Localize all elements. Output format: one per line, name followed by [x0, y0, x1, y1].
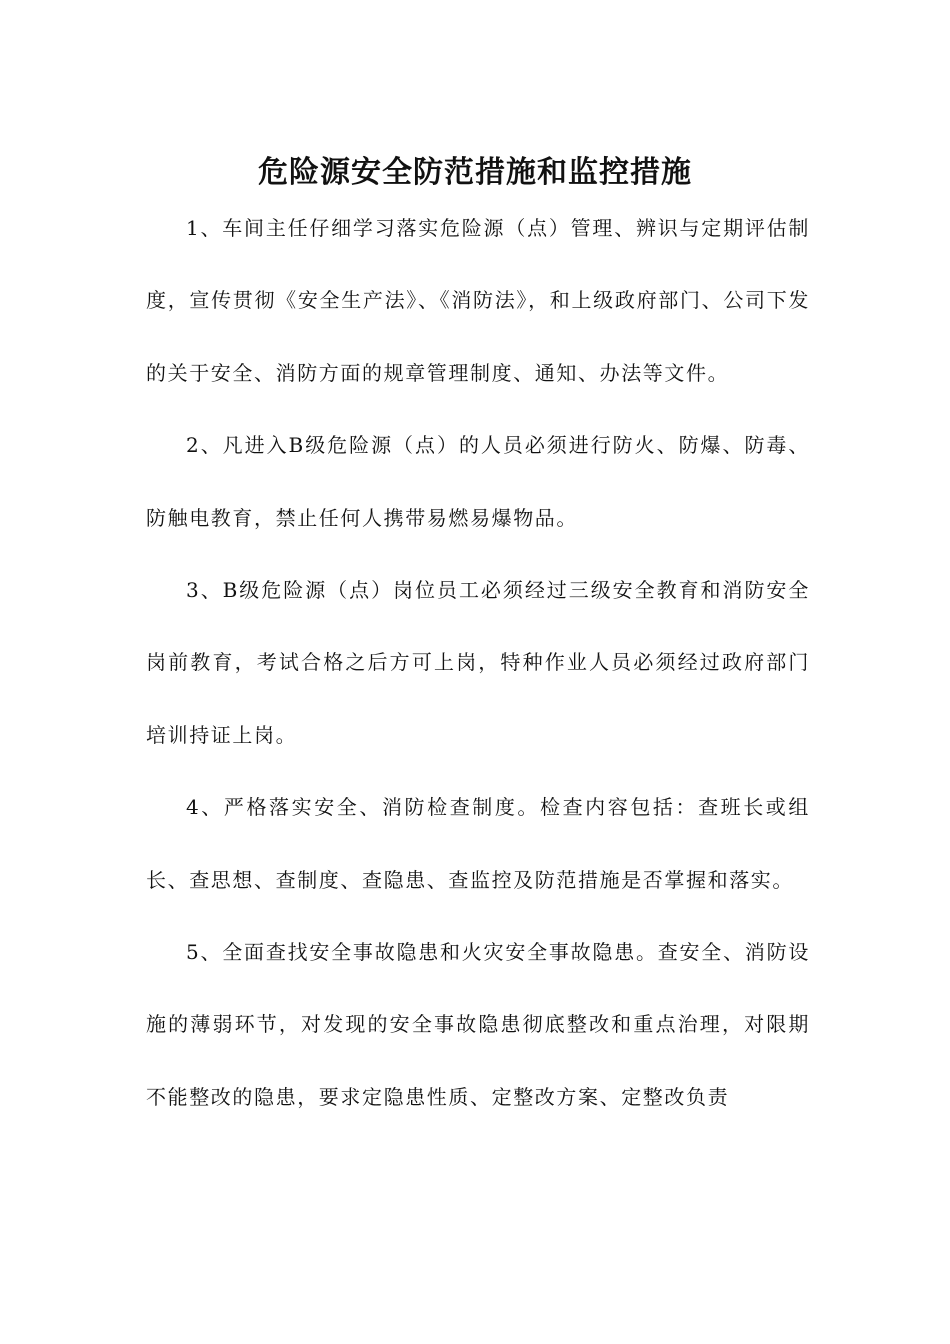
- paragraph-2: 2、凡进入B级危险源（点）的人员必须进行防火、防爆、防毒、防触电教育，禁止任何人携带易燃易爆物品。: [146, 433, 810, 530]
- paragraph-1: 1、车间主任仔细学习落实危险源（点）管理、辨识与定期评估制度，宣传贯彻《安全生产法》、《消防法》，和上级政府部门、公司下发的关于安全、消防方面的规章管理制度、通知、办法等文件。: [146, 216, 810, 385]
- document-body: [146, 192, 810, 1133]
- paragraph-5: 5、全面查找安全事故隐患和火灾安全事故隐患。查安全、消防设施的薄弱环节，对发现的安全事故隐患彻底整改和重点治理，对限期不能整改的隐患，要求定隐患性质、定整改方案、定整改负责: [146, 940, 810, 1109]
- paragraph-4: 4、严格落实安全、消防检查制度。检查内容包括：查班长或组长、查思想、查制度、查隐患、查监控及防范措施是否掌握和落实。: [146, 795, 810, 892]
- paragraph-3: 3、B级危险源（点）岗位员工必须经过三级安全教育和消防安全岗前教育，考试合格之后方可上岗，特种作业人员必须经过政府部门培训持证上岗。: [146, 578, 810, 747]
- document-title: 危险源安全防范措施和监控措施: [258, 155, 692, 191]
